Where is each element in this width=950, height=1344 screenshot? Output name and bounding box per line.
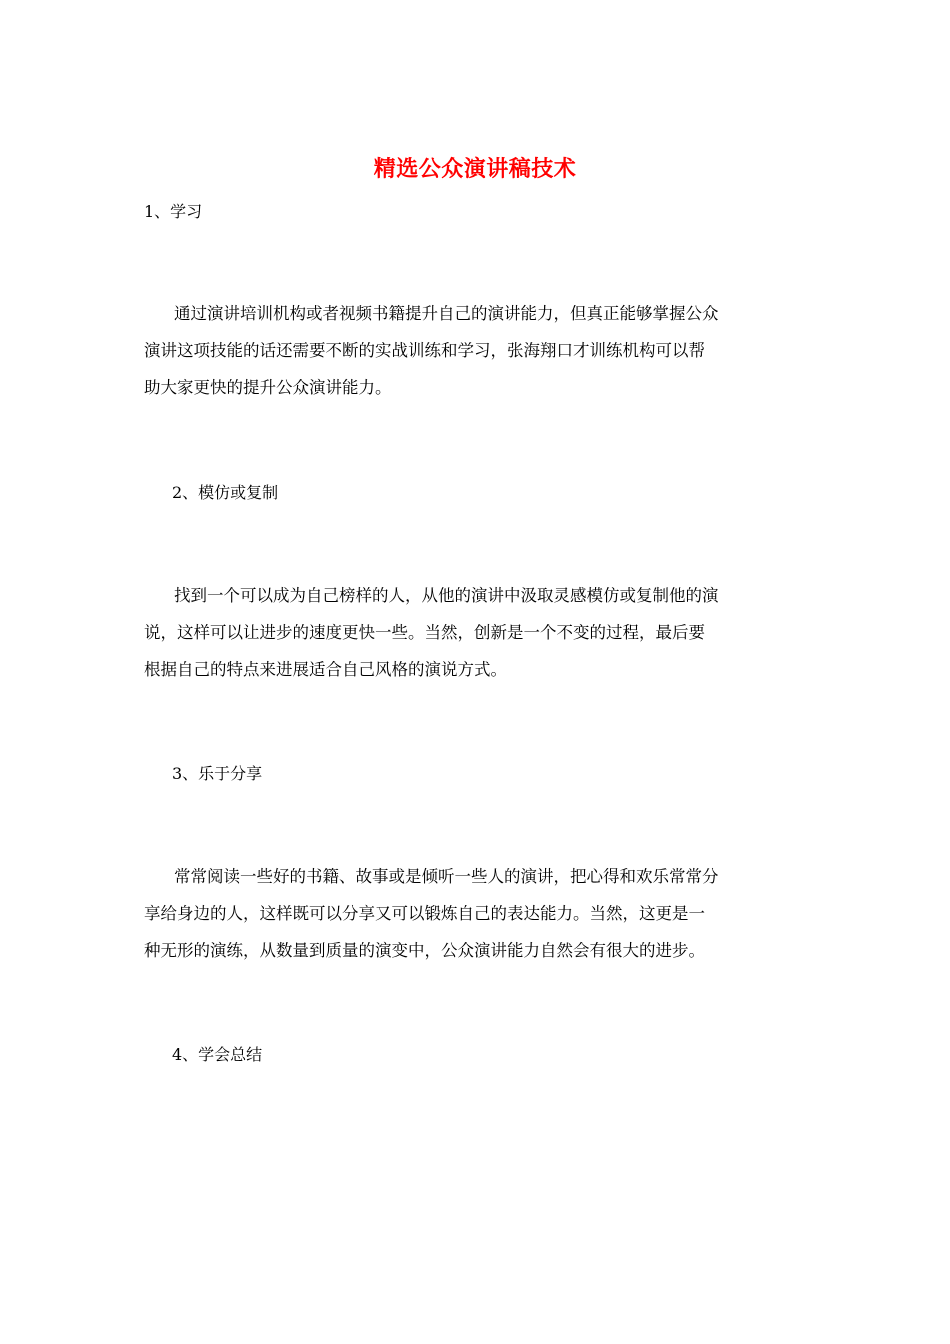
paragraph-line: 演讲这项技能的话还需要不断的实战训练和学习，张海翔口才训练机构可以帮 xyxy=(144,341,705,360)
paragraph-line: 助大家更快的提升公众演讲能力。 xyxy=(144,378,392,397)
paragraph-line: 常常阅读一些好的书籍、故事或是倾听一些人的演讲，把心得和欢乐常常分 xyxy=(174,867,719,886)
section-heading-4: 4、学会总结 xyxy=(172,1045,263,1064)
paragraph-line: 通过演讲培训机构或者视频书籍提升自己的演讲能力，但真正能够掌握公众 xyxy=(174,304,719,323)
paragraph-line: 找到一个可以成为自己榜样的人，从他的演讲中汲取灵感模仿或复制他的演 xyxy=(174,586,719,605)
section-paragraph-2 xyxy=(144,577,810,688)
paragraph-line: 享给身边的人，这样既可以分享又可以锻炼自己的表达能力。当然，这更是一 xyxy=(144,904,705,923)
section-heading-2: 2、模仿或复制 xyxy=(172,483,279,502)
document-title: 精选公众演讲稿技术 xyxy=(373,156,577,182)
section-heading-1: 1、学习 xyxy=(144,202,203,221)
section-heading-3: 3、乐于分享 xyxy=(172,764,263,783)
paragraph-line: 种无形的演练，从数量到质量的演变中，公众演讲能力自然会有很大的进步。 xyxy=(144,941,705,960)
paragraph-line: 说，这样可以让进步的速度更快一些。当然，创新是一个不变的过程，最后要 xyxy=(144,623,705,642)
section-paragraph-3 xyxy=(144,858,810,969)
section-paragraph-1 xyxy=(144,295,810,406)
paragraph-line: 根据自己的特点来进展适合自己风格的演说方式。 xyxy=(144,660,507,679)
